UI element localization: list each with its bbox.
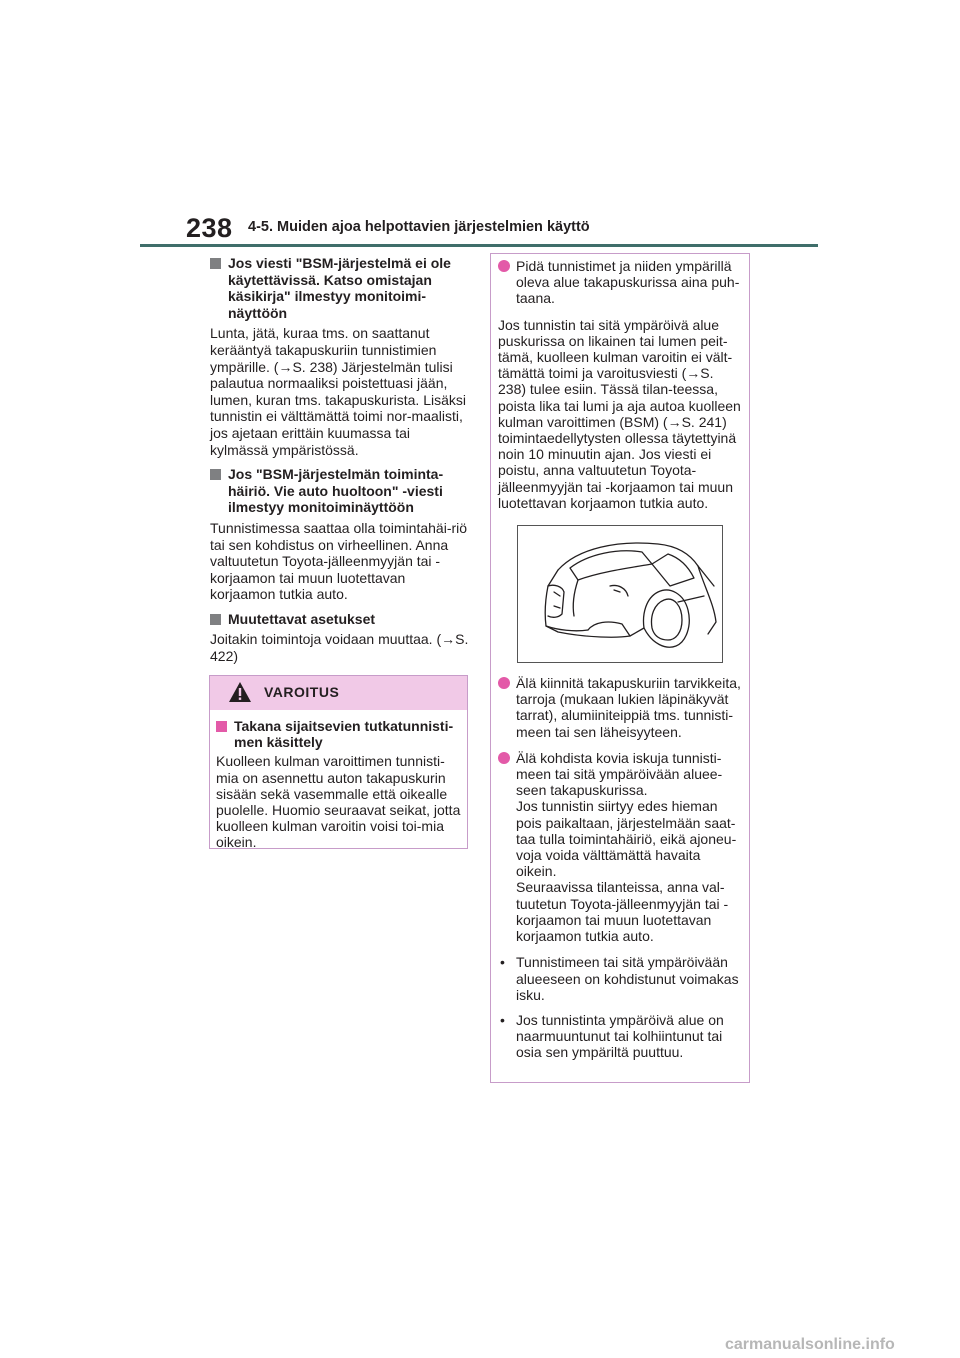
warning-header	[210, 676, 467, 710]
warning-body	[210, 710, 467, 851]
circle-bullet-icon	[498, 677, 510, 689]
dash-list-item	[498, 954, 741, 1003]
heading-text: Jos "BSM-järjestelmän toiminta-häiriö. Vie auto huoltoon" -viesti ilmestyy monitoiminäyttöön	[228, 466, 444, 516]
car-rear-illustration	[517, 525, 723, 663]
bullet-item	[498, 750, 741, 944]
bullet-text: Älä kiinnitä takapuskuriin tarvikkeita, tarroja (mukaan lukien läpinäkyvät tarrat), alumiiniteippiä tms. tunnisti-meen tai sen läheisyyteen.	[516, 675, 741, 740]
bullet-item	[498, 258, 741, 307]
warning-box	[209, 675, 468, 849]
bullet-text: Seuraavissa tilanteissa, anna val-tuutetun Toyota-jälleenmyyjän tai -korjaamon tai muun luotettavan korjaamon tutkia auto.	[516, 879, 729, 945]
circle-bullet-icon	[498, 260, 510, 272]
dash-item-text: Jos tunnistinta ympäröivä alue on naarmuuntunut tai kolhiintunut tai osia sen ympäriltä puuttuu.	[516, 1011, 724, 1061]
section-heading	[210, 466, 472, 516]
section-heading	[210, 611, 472, 628]
bullet-dot-icon: •	[500, 954, 505, 971]
header-rule	[140, 244, 818, 247]
car-rear-bumper-sensor-image	[518, 526, 722, 662]
section-text: Joitakin toimintoja voidaan muuttaa. (→S. 422)	[210, 631, 469, 665]
section-heading	[210, 255, 472, 321]
warning-text: Kuolleen kulman varoittimen tunnisti-mia on asennettu auton takapuskurin sisään sekä vasemmalle että oikealle puolelle. Huomio seuraavat seikat, jotta kuolleen kulman varoitin voisi toi-mia oikein.	[216, 753, 461, 851]
warning-heading	[216, 718, 461, 750]
dash-list-item	[498, 1012, 741, 1061]
section-text: Tunnistimessa saattaa olla toimintahäi-riö tai sen kohdistus on virheellinen. Anna valtuutetun Toyota-jälleenmyyjän tai -korjaamon tai muun luotettavan korjaamon tutkia auto.	[210, 519, 468, 603]
heading-text: Jos viesti "BSM-järjestelmä ei ole käytettävissä. Katso omistajan käsikirja" ilmestyy monitoimi-näyttöön	[228, 255, 451, 321]
section-text: Lunta, jätä, kuraa tms. on saattanut kerääntyä takapuskuriin tunnistimien ympärille. (→S. 238) Järjestelmän tulisi palautua normaaliksi poistettuasi jään, lumen, kuran tms. takapuskurista. Lisäksi tunnistin ei välttämättä toimi nor-maalisti, jos ajetaan erittäin kuumassa tai kylmässä ympäristössä.	[210, 325, 466, 458]
left-column	[210, 255, 472, 665]
bullet-item	[498, 675, 741, 740]
square-bullet-icon	[210, 258, 221, 269]
square-bullet-icon	[216, 721, 227, 732]
warning-title: VAROITUS	[264, 684, 340, 700]
heading-text: Takana sijaitsevien tutkatunnisti-men käsittely	[234, 718, 454, 751]
bullet-dot-icon: •	[500, 1011, 505, 1028]
paragraph: Jos tunnistin tai sitä ympäröivä alue puskurissa on likainen tai lumen peit-tämä, kuolleen kulman varoitin ei vält-tämättä toimi ja varoitusviesti (→S. 238) tulee esiin. Tässä tilan-teessa, poista lika tai lumi ja aja autoa kuolleen kulman varoittimen (BSM) (→S. 241) toimintaedellytysten ollessa täytettyinä noin 10 minuutin ajan. Jos viesti ei poistu, anna valtuutetun Toyota-jälleenmyyjän tai -korjaamon tai muun luotettavan korjaamon tutkia auto.	[498, 316, 741, 511]
bullet-text: Älä kohdista kovia iskuja tunnisti-meen tai sitä ympäröivään aluee-seen takapuskurissa.	[516, 749, 723, 799]
bullet-text: Jos tunnistin siirtyy edes hieman pois paikaltaan, järjestelmään saat-taa tulla toimintahäiriö, eikä ajoneu-voja voida välttämättä havaita oikein.	[516, 798, 737, 880]
caution-box	[490, 253, 750, 1083]
section-title: 4-5. Muiden ajoa helpottavien järjestelmien käyttö	[248, 219, 590, 235]
heading-text: Muutettavat asetukset	[228, 610, 376, 627]
square-bullet-icon	[210, 614, 221, 625]
warning-triangle-icon	[228, 681, 252, 703]
square-bullet-icon	[210, 469, 221, 480]
circle-bullet-icon	[498, 752, 510, 764]
watermark: carmanualsonline.info	[725, 1336, 895, 1353]
bullet-text: Pidä tunnistimet ja niiden ympärillä oleva alue takapuskurissa aina puh-taana.	[516, 258, 740, 307]
page-number: 238	[186, 213, 233, 243]
dash-item-text: Tunnistimeen tai sitä ympäröivään alueeseen on kohdistunut voimakas isku.	[516, 954, 739, 1003]
